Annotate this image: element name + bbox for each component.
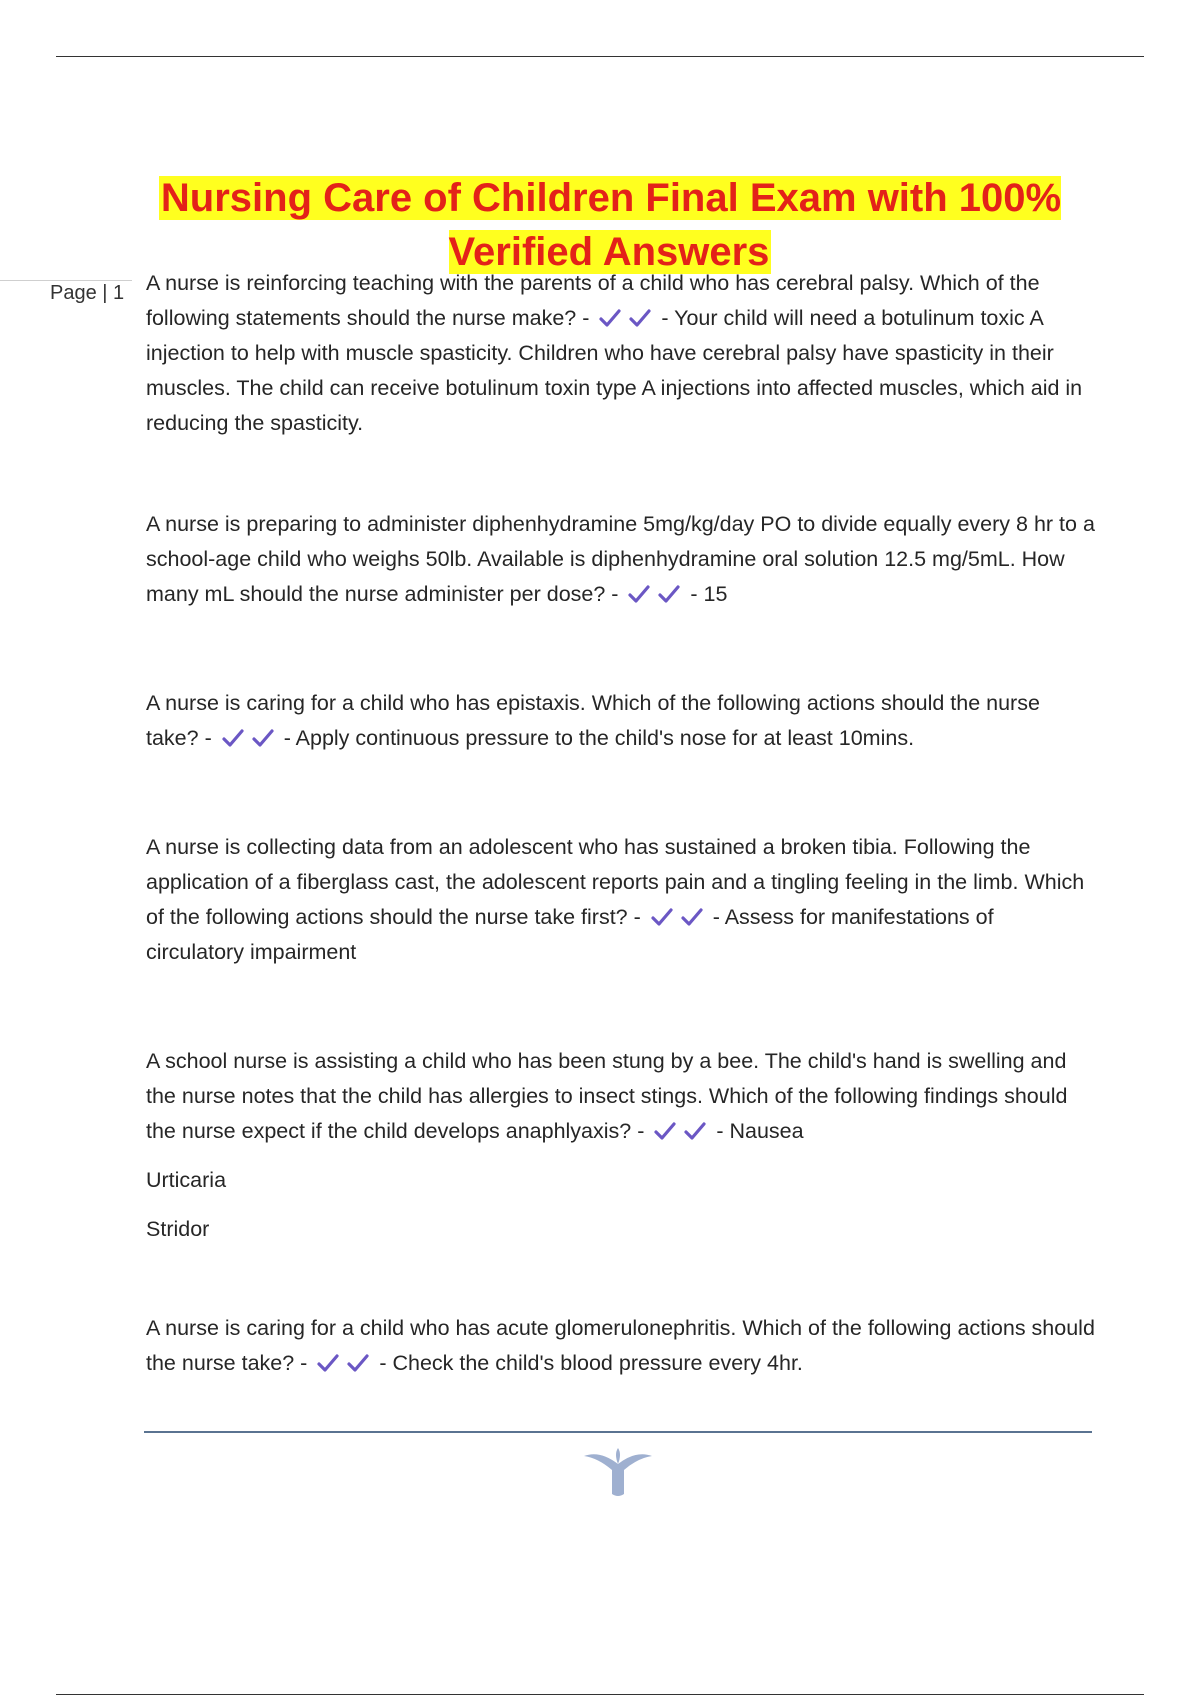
check-icon <box>628 308 652 328</box>
check-icon <box>683 1121 707 1141</box>
answer-text: - Check the child's blood pressure every 4hr. <box>379 1351 803 1375</box>
qa-item-6 <box>146 1311 1096 1381</box>
bottom-rule <box>56 1694 1144 1695</box>
question-text: A nurse is collecting data from an adolescent who has sustained a broken tibia. Following the application of a fiberglass cast, the adolescent reports pain and a tingling feeling in the limb. Which of the following actions should the nurse take first? - <box>146 835 1085 929</box>
qa-text <box>146 830 1096 970</box>
check-icon <box>221 728 245 748</box>
answer-text: - Assess for manifestations of circulatory impairment <box>146 905 994 964</box>
page-label: Page | 1 <box>50 282 125 304</box>
qa-item-5 <box>146 1044 1096 1247</box>
question-text: A nurse is reinforcing teaching with the parents of a child who has cerebral palsy. Which of the following statements should the nurse make? - <box>146 271 1040 330</box>
page-label-rule <box>0 280 132 281</box>
question-text: A nurse is caring for a child who has epistaxis. Which of the following actions should the nurse take? - <box>146 691 1040 750</box>
qa-item-3 <box>146 686 1096 756</box>
qa-text <box>146 507 1096 612</box>
check-icon <box>680 907 704 927</box>
check-icon <box>653 1121 677 1141</box>
answer-text: - Your child will need a botulinum toxic A injection to help with muscle spasticity. Children who have cerebral palsy have spasticity in their muscles. The child can receive botulinum toxin type A injections into affected muscles, which aid in reducing the spasticity. <box>146 306 1083 435</box>
answer-text: - Nausea <box>716 1119 804 1143</box>
answer-extra-line: Urticaria <box>146 1168 227 1192</box>
check-icon <box>316 1353 340 1373</box>
answer-extra-line: Stridor <box>146 1217 210 1241</box>
answer-text: - Apply continuous pressure to the child's nose for at least 10mins. <box>283 726 915 750</box>
qa-item-1 <box>146 266 1096 441</box>
fleur-logo-icon <box>580 1446 656 1498</box>
qa-text <box>146 686 1096 756</box>
question-text: A nurse is preparing to administer diphenhydramine 5mg/kg/day PO to divide equally every 8 hr to a school-age child who weighs 50lb. Available is diphenhydramine oral solution 12.5 mg/5mL. How many mL should the nurse administer per dose? - <box>146 512 1095 606</box>
qa-text <box>146 1044 1096 1149</box>
question-text: A school nurse is assisting a child who has been stung by a bee. The child's hand is swelling and the nurse notes that the child has allergies to insect stings. Which of the following findings should the nurse expect if the child develops anaphlyaxis? - <box>146 1049 1068 1143</box>
qa-text <box>146 266 1096 441</box>
title-highlight: Nursing Care of Children Final Exam with 100% Verified Answers <box>160 175 1062 274</box>
question-text: A nurse is caring for a child who has acute glomerulonephritis. Which of the following actions should the nurse take? - <box>146 1316 1095 1375</box>
document-body <box>146 266 1096 1381</box>
page-title <box>130 171 1090 279</box>
qa-item-2 <box>146 507 1096 612</box>
check-icon <box>650 907 674 927</box>
check-icon <box>346 1353 370 1373</box>
qa-text <box>146 1311 1096 1381</box>
answer-text: - 15 <box>690 582 728 606</box>
check-icon <box>598 308 622 328</box>
check-icon <box>627 584 651 604</box>
check-icon <box>657 584 681 604</box>
footer-rule <box>144 1431 1092 1433</box>
check-icon <box>251 728 275 748</box>
top-rule <box>56 56 1144 57</box>
qa-item-4 <box>146 830 1096 970</box>
